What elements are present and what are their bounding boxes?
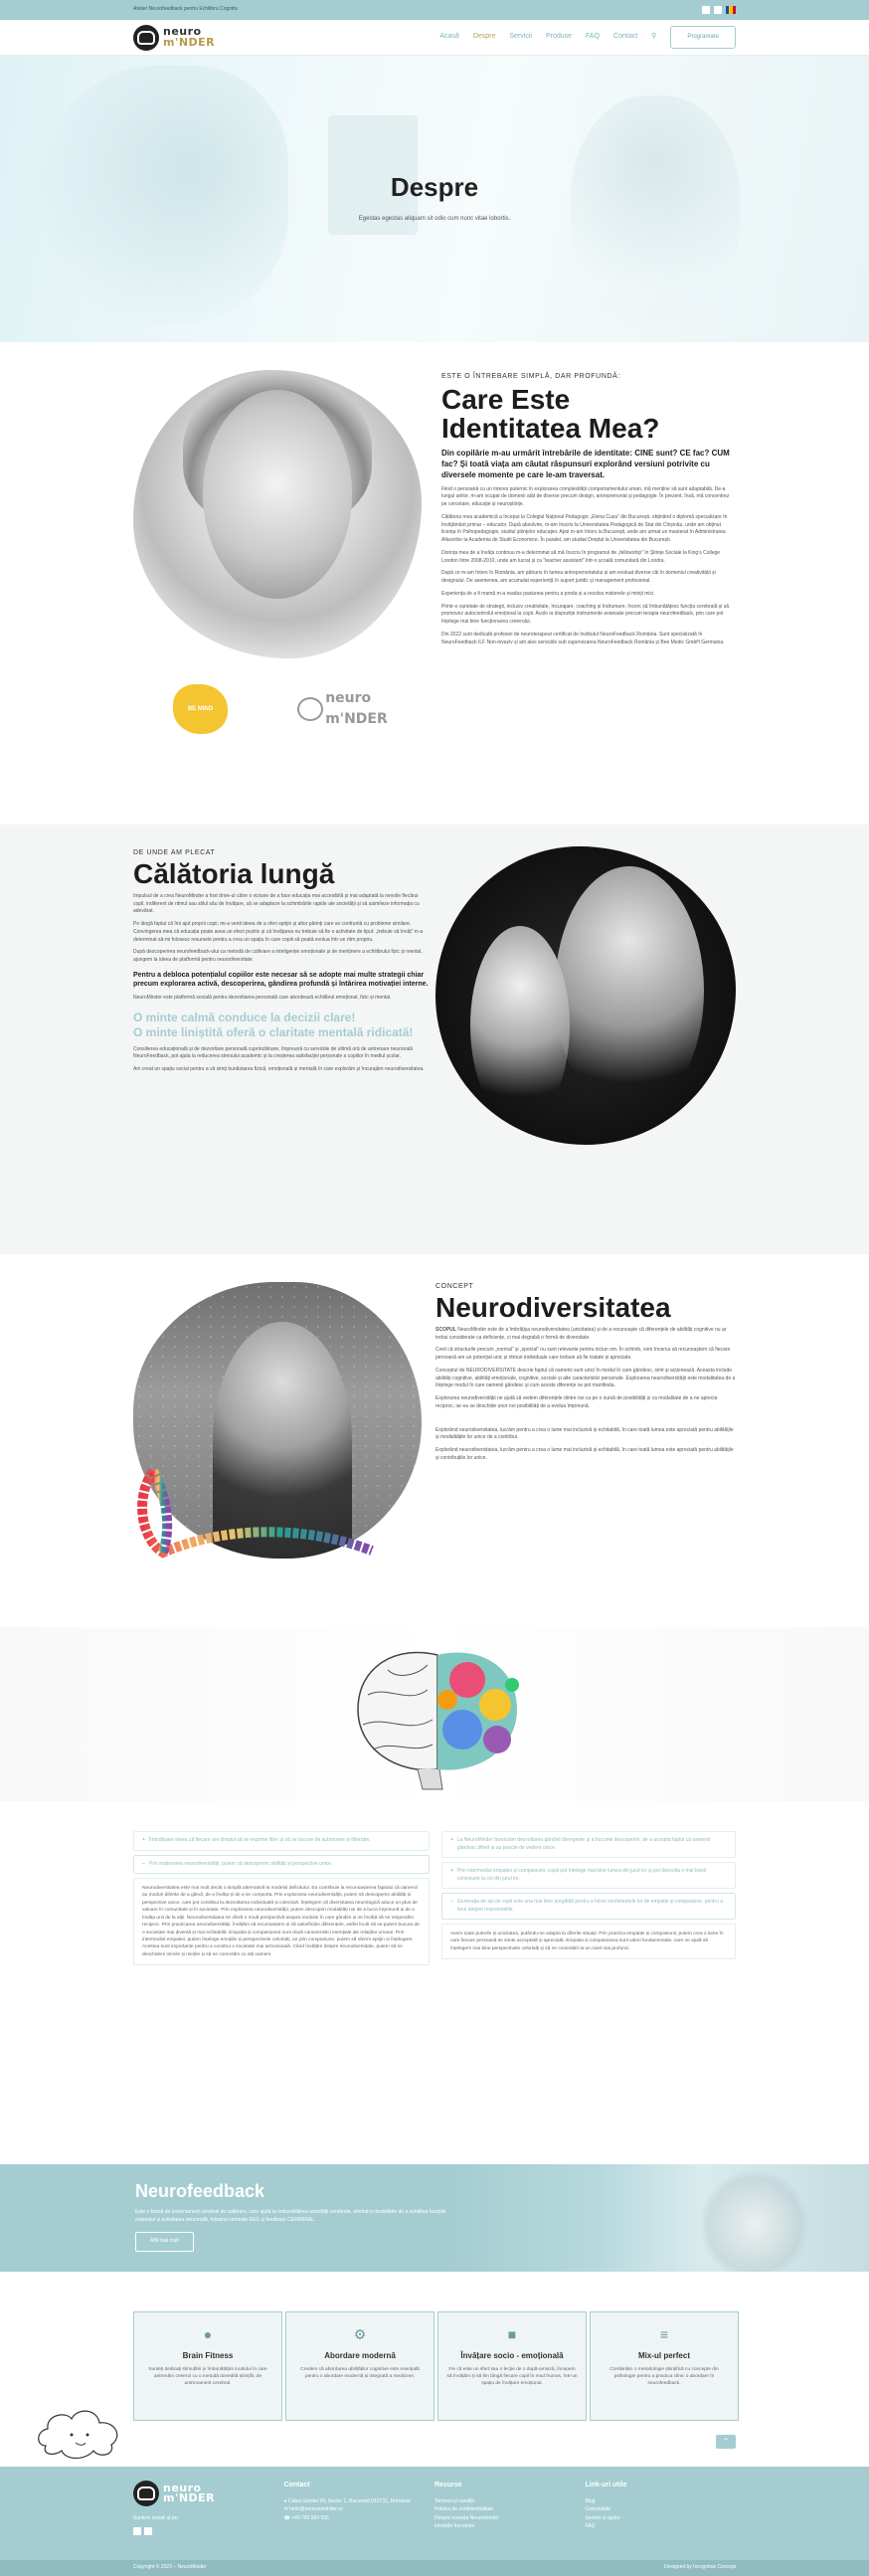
brand-badges [133,684,422,734]
journey-paragraph: Pe lângă faptul că îmi ajut proprii copii, mi-a venit ideea de a oferi sprijin și altor părinți care se confruntă cu probleme similare. Convingerea mea că educația poate avea un efect pozitiv și că învățarea nu trebuie să fie o activitate de tipul: „trebuie să învăț” m-a determinat să-mi folosesc resursele pentru a crea un spațiu în care copiii să poată evolua într-un ritm propriu. [133,921,424,943]
journey-title: Călătoria lungă [133,857,335,889]
plus-icon: + [142,1837,145,1843]
identity-eyebrow: ESTE O ÎNTREBARE SIMPLĂ, DAR PROFUNDĂ: [441,373,620,380]
address-text: ● Calea Grivitei 24, Sector 1, Bucuresti 010731, Romania [283,2497,411,2504]
info-column-left [133,1831,430,1969]
phone-link[interactable]: ☎ +40 765 994 555 [283,2514,329,2521]
nav-item-faq[interactable]: FAQ [586,33,601,41]
logo-text: neuro m'NDER [163,2481,216,2504]
learn-more-button[interactable]: Află mai mult [135,2232,194,2252]
journey-photo [435,846,736,1145]
brain-cloud-illustration [36,2401,125,2461]
minus-icon: − [142,1860,145,1867]
journey-lead: Pentru a debloca potențialul copiilor este necesar să se adopte mai multe strategii chiar precum explorarea activă, descoperirea, gândirea profundă și întărirea motivației interne. [133,971,429,989]
map-pin-icon: ● [283,2497,287,2504]
gear-icon: ⚙ [353,2326,367,2342]
journey-quote: O minte calmă conduce la decizii clare! O minte liniștită oferă o claritate mentală ridicată! [133,1010,414,1040]
logo[interactable] [133,25,215,51]
identity-lead: Din copilărie m-au urmărit întrebările de identitate: CINE sunt? CE fac? CUM fac? Și toată viața am căutat răspunsuri explorând versiuni potrivite cu diversele momente pe care le-am traversat. [441,449,730,479]
footer-social [133,2527,284,2535]
portrait-photo [133,370,422,658]
plus-icon: + [450,1868,453,1874]
footer-link[interactable]: Termeni și condiții [434,2497,474,2504]
identity-title: Care Este Identitatea Mea? [441,383,660,444]
brain-logo-icon [133,25,159,51]
nav-item-produse[interactable]: Produse [545,33,573,41]
neuro-paragraph: Explorând neurodiversitatea, lucrăm pentru a crea o lume mai incluzivă și echitabilă, în care toată lumea este apreciată pentru abilitățile și modalitățile lor unice de a contribui. [435,1426,734,1441]
logo-text: neuro m'NDER [163,25,216,49]
info-column-right [441,1831,736,1963]
footer-logo[interactable] [133,2481,284,2506]
services-section [0,2272,869,2467]
brain-illustration [328,1635,547,1794]
brain-outline-icon [297,697,323,721]
instagram-icon[interactable] [714,6,722,14]
footer-link[interactable]: Blog [585,2497,596,2504]
puzzle-icon: ■ [507,2326,517,2342]
service-card[interactable]: ≡ Mix-ul perfect Combinăm o metodologie științifică cu concepte din psihologie pentru a practica clinic o abordare în neurofeedback. [590,2311,739,2421]
banner-title: Neurofeedback [135,2181,265,2201]
minus-icon: − [450,1899,453,1905]
be-mind-badge: BE MIND [173,684,228,734]
journey-paragraph: Impulsul de a crea NeuroMinder a fost drive-ul către o viziune de a face educația mai accesibilă și mai adaptată la nevoile fiecărui copil, indiferent de ritmul sau stilul său de învățare, să se adapteze la schimbările rapide ale societății și să asimileze informația cu adevărat. [133,892,420,915]
neuro-eyebrow: CONCEPT [435,1283,474,1290]
footer-contact: Contact ● Calea Grivitei 24, Sector 1, Bucuresti 010731, Romania ✉ hello@neuromminder.ro ☎ +40 765 994 555 [284,2481,435,2535]
copyright-bar [0,2560,869,2576]
email-link[interactable]: ✉ hello@neuromminder.ro [283,2506,343,2512]
brain-icon: ● [203,2326,213,2342]
sliders-icon: ≡ [659,2326,669,2342]
site-header [0,20,869,56]
mother-child-photo [435,846,736,1145]
accordion-item[interactable]: + La NeuroMinder favorizăm dezvoltarea gândirii divergente și a bucuriei descoperirii, de a accepta faptul că oamenii gândesc diferit și au puncte de vedere unice. [441,1831,736,1858]
journey-closing: Consilierea educațională și de dezvoltare personală cuprinzătoare, împreună cu serviciile de ultimă oră de antrenare neuronală NeuroFeedback, pot ajuta la reducerea stresului academic și la creșterea satisfacției personale a copiilor în mediul școlar. [133,1045,413,1060]
info-section [0,1801,869,2164]
neurodiversity-section [0,1254,869,1627]
journey-section [0,825,869,1254]
facebook-icon[interactable] [133,2527,141,2535]
footer-link[interactable]: Intrebări frecvente [434,2523,475,2529]
footer-link[interactable]: Politica de confidențialitate [434,2506,494,2512]
footer-link[interactable]: Servicii și ajutor [585,2514,620,2521]
scroll-to-top-button[interactable]: ⌃ [716,2435,736,2449]
facebook-icon[interactable] [702,6,710,14]
nav-item-servicii[interactable]: Servicii [509,33,532,41]
service-card[interactable]: ⚙ Abordare modernă Credem că abordarea abilităților cognitive este esențială pentru o abordare modernă și integrată a medicinei. [285,2311,434,2421]
identity-paragraph: După ce m-am întors în România, am pătruns în lumea antreprenoriatului și am evoluat diverse căi în domeniul creativității și designului. De asemenea, am acumulat experiență în suport juridic și management profesional. [441,570,716,585]
service-cards [133,2311,739,2421]
search-icon[interactable]: ⚲ [651,33,657,41]
banner-photo [451,2164,869,2272]
identity-paragraph: Experiența de a fi mamă m-a readus pasiunea pentru a preda și a rezolva misterele și minții mici. [441,590,655,597]
puzzle-ribbon-icon [133,1461,382,1561]
journey-closing: Am creat un spațiu social pentru a vă simți bunăstarea fizică, emoțională și mentală în care explorăm și încurajăm neurodiversitatea. [133,1066,425,1073]
phone-icon: ☎ [283,2514,290,2521]
journey-paragraph: După descoperirea neurofeedback-ului ca metodă de cultivare a inteligenței emoționale și de menținere a echilibrului fizic și mental, ajungem la ideea de platformă pentru neurodiversitate. [133,949,423,964]
programare-button[interactable]: Programare [670,26,736,49]
copyright-text: Copyright © 2023 – NeuroMinder [133,2564,207,2571]
accordion-item[interactable]: − Generația de azi de copii este una mai bine pregătită pentru a folosi sentimentele lor de empatie și compasiune, pentru a face alegeri responsabile. [441,1893,736,1920]
top-bar [0,0,869,20]
identity-paragraph: Dorința mea de a învăța continuu m-a determinat să mă înscriu în programul de „fellowship” în Științe Sociale la King’s College London între 2008-2010, unde am lucrat și ca “teacher assistant” într-o școală comunitară din Londra. [441,549,721,564]
accordion-item[interactable]: − Prin explorarea neurodiversității, putem să descoperim abilități și perspective unice. [133,1855,430,1875]
hero-photo-doctor [571,95,740,324]
neurofeedback-banner [0,2164,869,2272]
neuro-paragraph: SCOPUL NeuroMinder este de a îmbrățișa neurodiversitatea (unicitatea) și de a recunoaște că diferențele de abilități cognitive nu ar trebui considerate ca deficiențe, ci mai degrabă o formă de diversitate. [435,1326,727,1341]
nav-item-acasa[interactable]: Acasă [439,33,459,41]
neuro-paragraph: Explorând neurodiversitatea, lucrăm pentru a crea o lume mai incluzivă și echitabilă, în care toată lumea este apreciată pentru abilitățile și contribuțiile lor unice. [435,1447,734,1461]
neuro-paragraph: Explorarea neurodiversității ne ajută să vedem diferențele dintre noi ca pe o sursă de posibilități și ca modalitate de a ne aprecia reciproc, iar ea se deschide unor noi posibilități de a evolua împreună. [435,1395,718,1409]
accordion-body: Avem toate puterile și unicitatea, putându-ne adapta la diferite situații. Prin practica empatiei și compasiunii, putem crea o lume în care fiecare persoană se simte acceptată și apreciată. Empatia și compasiunea sunt valori fundamentale, care ne ajută să înțelegem mai bine perspectivele celorlalți și să ne conectăm la un nivel mai profund. [441,1924,736,1959]
instagram-icon[interactable] [144,2527,152,2535]
footer-link[interactable]: FAQ [585,2523,596,2529]
service-card[interactable]: ■ Învățare socio - emoțională Fie că este un sfert sau o lecție de o după-amiază, începem să învățăm și să fim lângă fiecare copil în mod frumos, într-un spațiu de învățare emoțional. [437,2311,587,2421]
footer-columns [133,2481,736,2535]
footer-link[interactable]: Comunitate [585,2506,611,2512]
identity-paragraph: Printr-o varietate de strategii, inclusiv creativitate, încurajare, coaching și îndrumare, încerc să îmbunătățesc funcția cerebrală și să promovez autocontrolul emoțional la copii. Acolo ia dispoziție instrumente avansate precum terapia neurofeedback, prin care pot înțelege mai bine funcționarea creierului. [441,603,730,626]
top-tagline: Atelier Neurofeedback pentru Echilibru Cognitiv [133,6,239,13]
journey-eyebrow: DE UNDE AM PLECAT [133,849,216,856]
identity-paragraph: Călătoria mea academică a început la Colegiul Național Pedagogic „Elena Cuza” din București, obținând o diplomă specializare în învățământ primar – educator. După absolvire, m-am înscris la Universitatea Pedagogică de Stat din Chișinău, unde am obținut licența în Psihopedagogie, studiul ştiinţelor educaţiei. Apoi m-am întors la București, unde am urmat un masterat în Administrarea Afacerilor la Academia de Studii Economice. În paralel, am studiat Dreptul la Universitatea din București. [441,513,728,544]
identity-section [0,342,869,825]
journey-paragraph: NeuroMinder este platformă socială pentru dezvoltarea personală care abordează echilibrul emoțional, fizic și mental. [133,994,392,1001]
romania-flag-icon[interactable] [726,6,736,14]
designer-credit[interactable]: Designed by Incognitus Concept [664,2564,736,2571]
hero-subtitle: Egestas egestas aliquam sit odio cum nunc vitae lobortis. [358,216,511,222]
neuro-paragraph: Conceptul de NEURODIVERSITATE descrie faptul că oamenii sunt unici în modul în care gândesc, simt și acționează. Aceasta include abilități cognitive, abilități emoționale, cognitive, sociale și alte caracteristici personale. Explorarea neurodiversității este modalitatea de a înțelege modul în care oamenii gândesc și cum aceste diferențe se pot manifesta. [435,1367,736,1389]
accordion-body: Neurodiversitatea este mai mult decât o simplă alternativă la modelul deficitului. Ea contribuie la recunoașterea faptului că oamenii au moduri diferite de a gândi, de a învăța și de a se comporta. Prin explorarea neurodiversității, putem să descoperim abilități și perspective unice, care pot contribui la dezvoltarea individuală și colectivă. Înțelegem că diversitatea neurologică aduce un plus de valoare în comunitate și în societate. Prin explorarea neurodiversității, putem descoperi modalități noi de a lucra împreună și de a învăța unii de la alții. Neurodiversitatea ne oferă o nouă perspectivă asupra modului în care gândim și ne învăță să ne respectăm reciproc. Prin practicarea neurodiversității, învățăm să recunoaștem și să valorificăm diferențele, astfel încât să ne putem bucura de o societate mai diversă și mai echitabilă. Empatia și compasiunea sunt două caracteristici esențiale ale relațiilor umane. Prin intermediul empatiei, putem înțelege emoțiile și perspectivele celorlalți, iar prin compasiune, putem să oferim sprijin și înțelegere. Acestea sunt importante pentru a construi o societate mai armonioasă. Când învățăm despre neurodiversitate, putem să ne deschidem inimile și mințile și să ne conectăm cu alți oameni. [133,1878,430,1965]
accordion-item[interactable]: + Îmbrățișare ideea că fiecare are dreptul să se exprime liber și să se bucure de autonomie și libertate. [133,1831,430,1851]
banner-text: Este o formă de antrenament cerebral de calibrare, care ajută la îmbunătățirea activității cerebrale, oferind o modalitate de a echilibra funcțiile creierului și activitatea neuronală, folosind semnale EEG și feedback CEREBRAL. [135,2209,446,2223]
footer-link[interactable]: Despre metoda Neurominder [434,2514,499,2521]
identity-paragraph: Fiind o persoană cu un interes puternic în explorarea complexității comportamentului uman, mă menține să sunt adaptabilă. De-a lungul anilor, m-am ocupat de domenii atât de diverse precum design, antreprenoriat și pedagogie. În prezent, însă, mă concentrez pe cercetare, educație și neuroștiințe. [441,485,730,508]
footer-links: Link-uri utile Blog Comunitate Servicii și ajutor FAQ [586,2481,737,2535]
mail-icon: ✉ [283,2506,288,2512]
hero-banner [0,56,869,342]
identity-media [133,370,422,734]
page-title: Despre [390,172,479,202]
footer-resources: Resurse Termeni și condiții Politica de confidențialitate Despre metoda Neurominder Intrebări frecvente [434,2481,586,2535]
footer-tagline: Suntem sociali și pe: [133,2515,179,2521]
neuro-title: Neurodiversitatea [435,1291,671,1323]
nav-item-contact[interactable]: Contact [613,33,638,41]
footer-brand [133,2481,284,2535]
service-card[interactable]: ● Brain Fitness Sunteți dedicați stimulării și îmbunătățirii modului în care antrenăm creierul cu o metodă dovedită științific de antrenament cerebral. [133,2311,282,2421]
identity-text [441,372,736,646]
nav-item-despre[interactable]: Despre [472,33,496,41]
brain-logo-icon [133,2481,159,2506]
identity-paragraph: Din 2022 sunt dedicată profesiei de neuroterapeut certificat de Institutul NeuroFeedback România. Sunt specializată în NeuroFeedback ILF Non-invaziv și am ales serviciile sub supervizarea NeuroFeedback România și Bee Medic GmbH Germania. [441,631,725,645]
accordion-item[interactable]: + Prin intermediul empatiei și compasiunii, copiii pot înțelege mai bine lumea din jurul lor și pot dezvolta o mai bună conexiune la cei din jurul lor. [441,1862,736,1889]
brain-illustration-section [0,1627,869,1801]
neuro-text [435,1282,736,1463]
neuro-paragraph: Cred că structurile precum „normal” și „special” nu sunt relevante pentru niciun om. În schimb, vom încerca să recunoaștem că fiecare persoană are un potențial unic și ritmuri individuale care trebuie să fie tratate și apreciate. [435,1347,731,1362]
journey-text [133,848,430,1074]
top-icons [702,6,736,14]
plus-icon: + [450,1837,453,1843]
main-nav [439,26,736,49]
banner-content [135,2178,463,2252]
neurominder-badge: neuro m'NDER [297,688,422,730]
